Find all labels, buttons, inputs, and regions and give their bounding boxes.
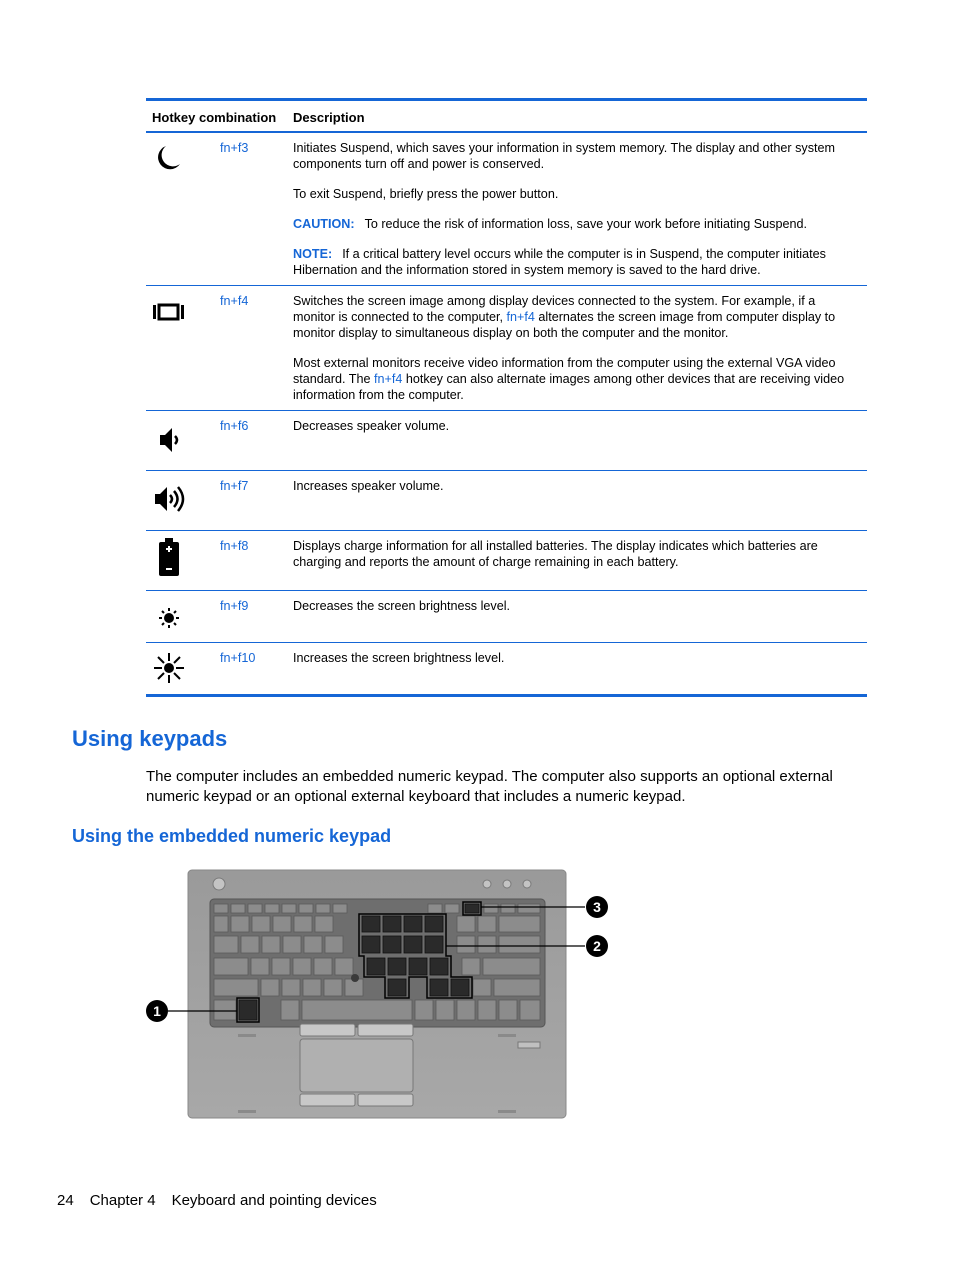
battery-icon <box>152 537 186 579</box>
description-text: Decreases the screen brightness level. <box>293 599 511 613</box>
table-row <box>146 411 867 471</box>
description <box>293 411 867 442</box>
table-row <box>146 531 867 591</box>
text-span: alternates the screen image from computer display to monitor display to simultaneous display on both the computer and the monitor. <box>293 310 836 340</box>
hotkey-link[interactable]: fn+f10 <box>220 651 256 665</box>
volume-up-icon <box>152 482 186 516</box>
brightness-down-icon <box>152 601 186 635</box>
hotkey-link[interactable]: fn+f7 <box>220 479 249 493</box>
hotkey-link[interactable]: fn+f8 <box>220 539 249 553</box>
moon-icon <box>152 142 186 176</box>
description-text: To exit Suspend, briefly press the power button. <box>293 187 559 201</box>
text-span: Switches the screen image among display devices connected to the system. For example, if a monitor is connected to the computer, <box>293 294 816 324</box>
description <box>293 286 867 411</box>
hotkey-link[interactable]: fn+f6 <box>220 419 249 433</box>
chapter-number: Chapter 4 <box>89 1192 156 1209</box>
col-description-header: Description <box>293 110 365 125</box>
caution-label: CAUTION: <box>293 217 355 231</box>
note-text: If a critical battery level occurs while the computer is in Suspend, the computer initiates Hibernation and the information stored in system memory is saved to the hard drive. <box>293 247 826 277</box>
section-title: Using keypads <box>72 726 228 751</box>
hotkey-table <box>146 98 867 697</box>
text-span: hotkey can also alternate images among other devices that are receiving video information from the computer. <box>293 372 845 402</box>
table-row <box>146 471 867 531</box>
brightness-up-icon <box>152 651 186 685</box>
subsection-title: Using the embedded numeric keypad <box>72 826 392 846</box>
description-text <box>293 355 859 403</box>
description <box>293 471 867 502</box>
chapter-title: Keyboard and pointing devices <box>171 1192 377 1209</box>
page-number: 24 <box>57 1192 74 1209</box>
note <box>293 246 859 278</box>
svg-text:1: 1 <box>153 1003 161 1019</box>
hotkey-link[interactable]: fn+f4 <box>220 294 249 308</box>
description-text: Decreases speaker volume. <box>293 419 450 433</box>
caution-text: To reduce the risk of information loss, save your work before initiating Suspend. <box>364 217 807 231</box>
description-text: Increases the screen brightness level. <box>293 651 505 665</box>
callout-2 <box>586 935 608 957</box>
callout-1 <box>146 1000 168 1022</box>
note-label: NOTE: <box>293 247 333 261</box>
col-hotkey-header: Hotkey combination <box>152 110 277 125</box>
description <box>293 531 867 578</box>
table-row <box>146 643 867 694</box>
description-text: Displays charge information for all installed batteries. The display indicates which batteries are charging and reports the amount of charge remaining in each battery. <box>293 539 818 569</box>
callout-3 <box>586 896 608 918</box>
description-text: Increases speaker volume. <box>293 479 444 493</box>
svg-text:2: 2 <box>593 938 601 954</box>
hotkey-link[interactable]: fn+f4 <box>506 310 535 324</box>
hotkey-link[interactable]: fn+f9 <box>220 599 249 613</box>
description <box>293 133 867 286</box>
description <box>293 643 867 674</box>
description-text: Initiates Suspend, which saves your information in system memory. The display and other system components turn off and power is conserved. <box>293 141 836 171</box>
laptop-keyboard-illustration <box>140 866 620 1126</box>
display-switch-icon <box>152 295 186 329</box>
hotkey-link[interactable]: fn+f4 <box>373 372 403 386</box>
volume-down-icon <box>152 423 186 457</box>
page-footer <box>57 1192 377 1209</box>
table-header <box>146 101 867 133</box>
text-span: Most external monitors receive video information from the computer using the external VGA video standard. The <box>293 356 836 386</box>
description <box>293 591 867 622</box>
table-row <box>146 286 867 411</box>
table-row <box>146 591 867 643</box>
description-text <box>293 293 859 341</box>
hotkey-link[interactable]: fn+f3 <box>220 141 249 155</box>
table-row <box>146 133 867 286</box>
caution-note <box>293 216 859 232</box>
intro-paragraph: The computer includes an embedded numeric keypad. The computer also supports an optional external numeric keypad or an optional external keyboard that includes a numeric keypad. <box>146 768 833 805</box>
svg-text:3: 3 <box>593 899 601 915</box>
